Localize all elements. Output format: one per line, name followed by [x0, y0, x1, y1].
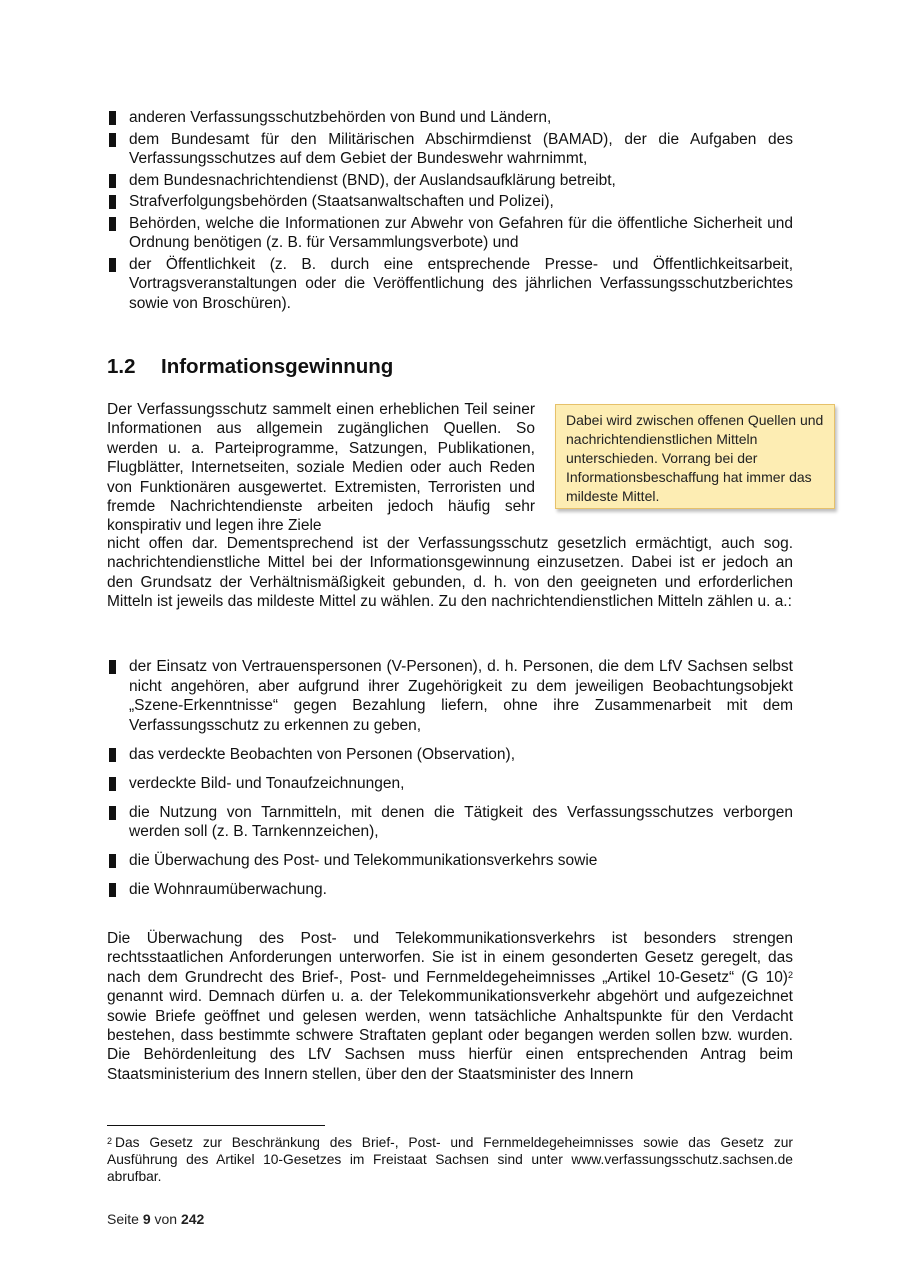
bullet-icon — [109, 748, 116, 762]
recipients-list — [107, 108, 793, 315]
page-number: Seite 9 von 242 — [107, 1211, 205, 1227]
bullet-icon — [109, 806, 116, 820]
list-item: die Überwachung des Post- und Telekommunikationsverkehrs sowie — [107, 851, 793, 871]
list-item: Behörden, welche die Informationen zur Abwehr von Gefahren für die öffentliche Sicherheit und Ordnung benötigen (z. B. für Versammlungsverbote) und — [107, 214, 793, 253]
section-number: 1.2 — [107, 355, 136, 378]
list-item: der Öffentlichkeit (z. B. durch eine entsprechende Presse- und Öffentlichkeitsarbeit, Vortragsveranstaltungen oder die Veröffentlichung des jährlichen Verfassungsschutzberichtes sowie von Broschüren). — [107, 255, 793, 314]
footnote-number: 2 — [107, 1136, 113, 1146]
bullet-icon — [109, 883, 116, 897]
footnote-text: Das Gesetz zur Beschränkung des Brief-, Post- und Fernmeldegeheimnisses sowie das Gesetz zur Ausführung des Artikel 10-Gesetzes im Freistaat Sachsen sind unter www.verfassungsschutz.sachsen.de abrufbar. — [107, 1135, 793, 1185]
section-title: Informationsgewinnung — [161, 355, 394, 378]
footnote-divider — [107, 1125, 325, 1126]
bullet-icon — [109, 258, 116, 272]
bullet-icon — [109, 133, 116, 147]
info-callout-box: Dabei wird zwischen offenen Quellen und nachrichtendienstlichen Mitteln unterschieden. Vorrang bei der Informationsbeschaffung hat immer das mildeste Mittel. — [555, 404, 835, 509]
list-item: die Wohnraumüberwachung. — [107, 880, 793, 900]
list-item: verdeckte Bild- und Tonaufzeichnungen, — [107, 774, 793, 794]
footnote — [107, 1134, 793, 1186]
bullet-icon — [109, 195, 116, 209]
list-item: dem Bundesnachrichtendienst (BND), der Auslandsaufklärung betreibt, — [107, 171, 793, 191]
list-item: Strafverfolgungsbehörden (Staatsanwaltschaften und Polizei), — [107, 192, 793, 212]
list-item: die Nutzung von Tarnmitteln, mit denen die Tätigkeit des Verfassungsschutzes verborgen werden soll (z. B. Tarnkennzeichen), — [107, 803, 793, 842]
intro-paragraph: Der Verfassungsschutz sammelt einen erheblichen Teil seiner Informationen aus allgemein zugänglichen Quellen. So werden u. a. Parteiprogramme, Satzungen, Publikationen, Flugblätter, Internetseiten, soziale Medien oder auch Reden von Funktionären ausgewertet. Extremisten, Terroristen und fremde Nachrichtendienste arbeiten jedoch häufig sehr konspirativ und legen ihre Ziele — [107, 401, 535, 535]
footnote-reference[interactable]: 2 — [787, 969, 793, 980]
bullet-icon — [109, 174, 116, 188]
current-page: 9 — [142, 1211, 151, 1227]
list-item: anderen Verfassungsschutzbehörden von Bund und Ländern, — [107, 108, 793, 128]
bullet-icon — [109, 217, 116, 231]
list-item: das verdeckte Beobachten von Personen (Observation), — [107, 745, 793, 765]
bullet-icon — [109, 660, 116, 674]
bullet-icon — [109, 854, 116, 868]
section-heading — [107, 355, 393, 379]
g10-paragraph: Die Überwachung des Post- und Telekommunikationsverkehrs ist besonders strengen rechtsstaatlichen Anforderungen unterworfen. Sie ist in einem gesonderten Gesetz geregelt, das nach dem Grundrecht des Brief-, Post- und Fernmeldegeheimnisses „Artikel 10-Gesetz“ (G 10)$^2$ genannt wird. Demnach dürfen u. a. der Telekommunikationsverkehr abgehört und aufgezeichnet sowie Briefe geöffnet und gelesen werden, wenn tatsächliche Anhaltspunkte für den Verdacht bestehen, dass bestimmte schwere Straftaten geplant oder begangen werden sollen bzw. wurden. Die Behördenleitung des LfV Sachsen muss hierfür einen entsprechenden Antrag beim Staatsministerium des Innern stellen, über den der Staatsminister des Innern — [107, 930, 793, 1083]
intro-paragraph-continuation: nicht offen dar. Dementsprechend ist der Verfassungsschutz gesetzlich ermächtigt, auch sog. nachrichtendienstliche Mittel bei der Informationsgewinnung einzusetzen. Dabei ist er jedoch an den Grundsatz der Verhältnismäßigkeit gebunden, d. h. von den geeigneten und erforderlichen Mitteln ist jeweils das mildeste Mittel zu wählen. Zu den nachrichtendienstlichen Mitteln zählen u. a.: — [107, 535, 793, 611]
list-item: dem Bundesamt für den Militärischen Abschirmdienst (BAMAD), der die Aufgaben des Verfassungsschutzes auf dem Gebiet der Bundeswehr wahrnimmt, — [107, 130, 793, 169]
bullet-icon — [109, 777, 116, 791]
intelligence-means-list — [107, 657, 793, 909]
total-pages: 242 — [180, 1211, 205, 1227]
list-item: der Einsatz von Vertrauenspersonen (V-Personen), d. h. Personen, die dem LfV Sachsen selbst nicht angehören, aber aufgrund ihrer Zugehörigkeit zu dem jeweiligen Beobachtungsobjekt „Szene-Erkenntnisse“ gegen Bezahlung liefern, ohne ihre Zusammenarbeit mit dem Verfassungsschutz zu erkennen zu geben, — [107, 657, 793, 735]
bullet-icon — [109, 111, 116, 125]
